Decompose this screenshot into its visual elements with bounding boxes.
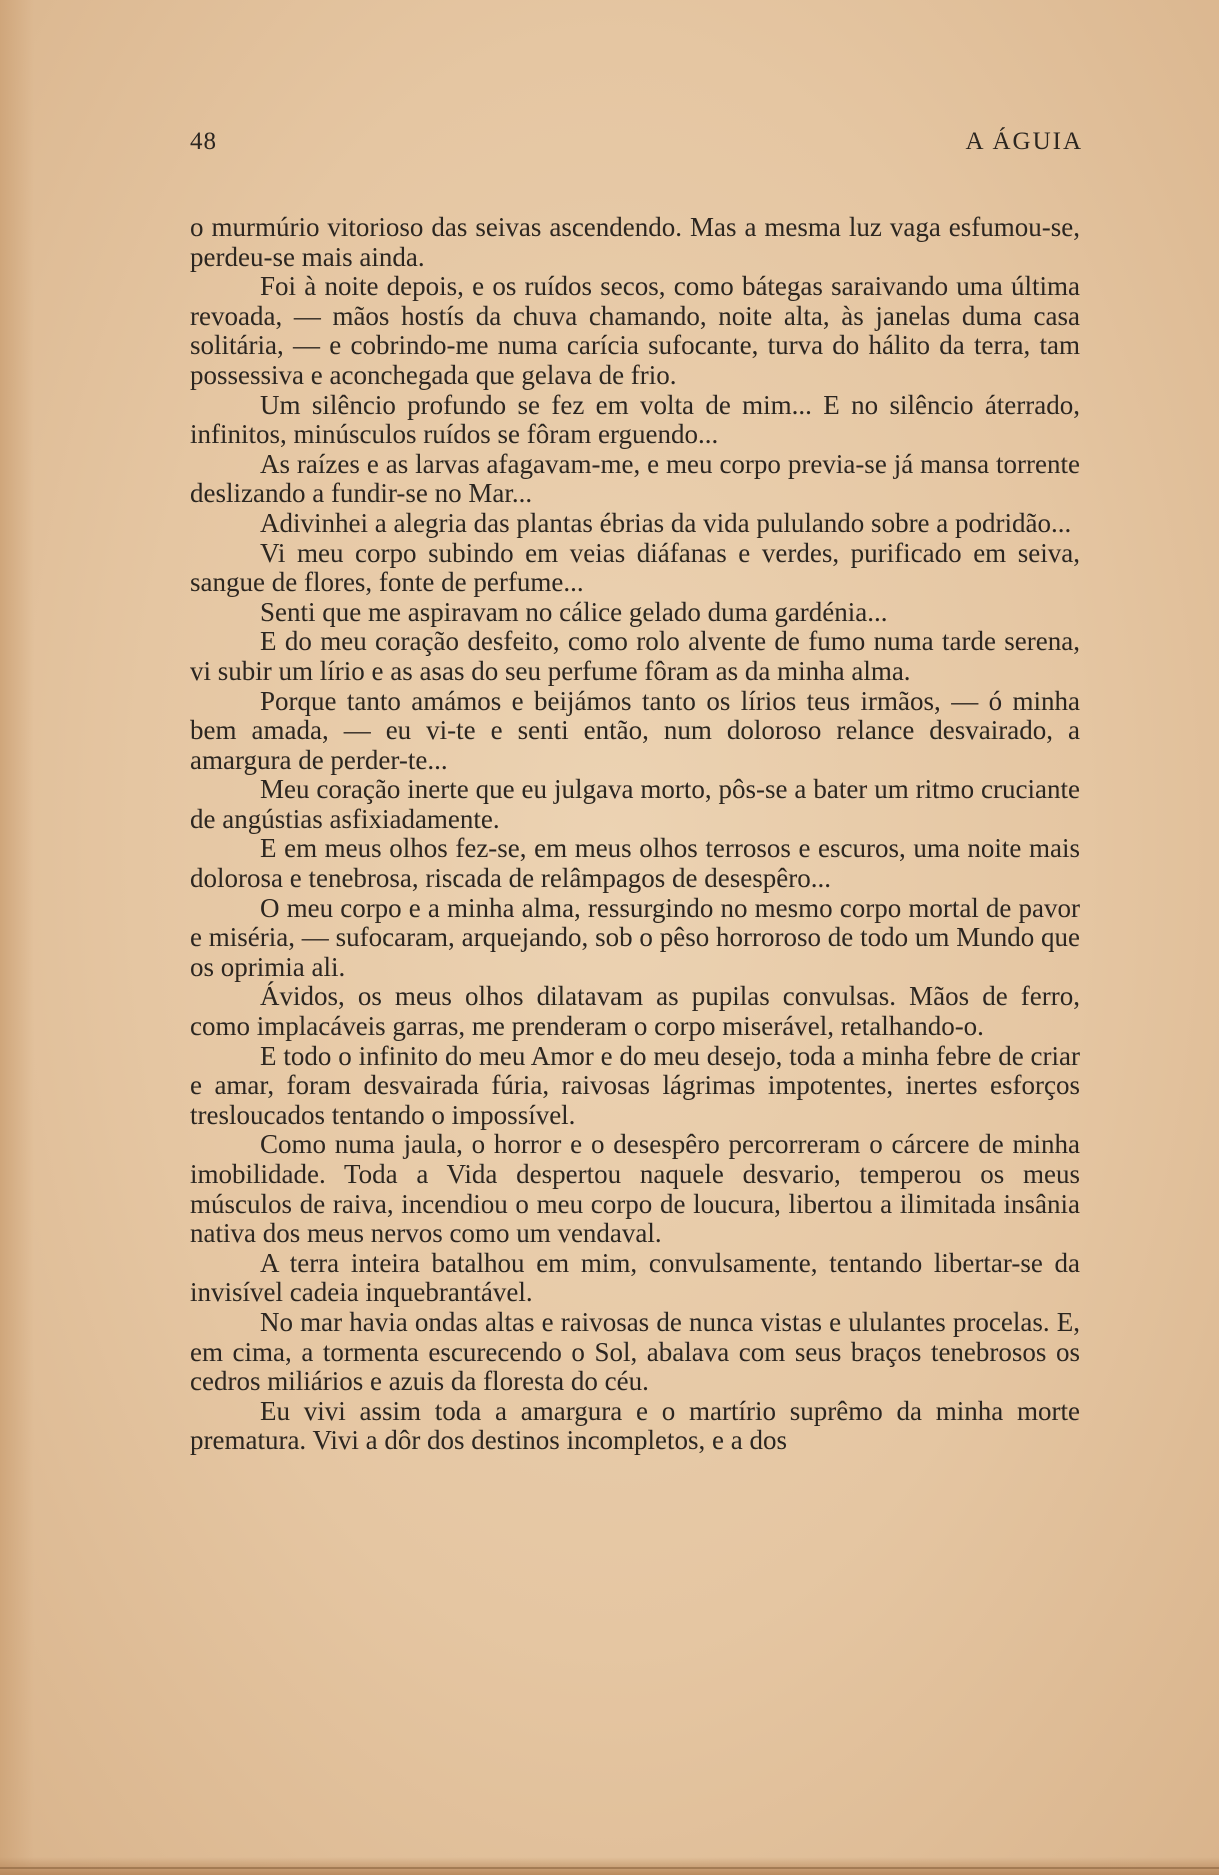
paragraph: Um silêncio profundo se fez em volta de mim... E no silêncio áterrado, infinitos, minúsculos ruídos se fôram erguendo... [190,389,1080,450]
paragraph: E do meu coração desfeito, como rolo alvente de fumo numa tarde serena, vi subir um lírio e as asas do seu perfume fôram as da minha alma. [190,626,1080,686]
body-text [190,213,1080,1456]
paragraph: o murmúrio vitorioso das seivas ascendendo. Mas a mesma luz vaga esfumou-se, perdeu-se mais ainda. [190,212,1080,272]
paragraph: E em meus olhos fez-se, em meus olhos terrosos e escuros, uma noite mais dolorosa e tenebrosa, riscada de relâmpagos de desespêro... [190,833,1080,894]
paragraph: Senti que me aspiravam no cálice gelado duma gardénia... [260,596,888,627]
paragraph: Como numa jaula, o horror e o desespêro percorreram o cárcere de minha imobilidade. Toda a Vida despertou naquele desvario, temperou os meus músculos de raiva, incendiou o meu corpo de loucura, libertou a ilimitada insânia nativa dos meus nervos como um vendaval. [190,1129,1080,1249]
page-bottom-rule [0,1867,1219,1869]
running-head [190,128,1083,160]
paragraph: As raízes e as larvas afagavam-me, e meu corpo previa-se já mansa torrente deslizando a fundir-se no Mar... [190,448,1080,509]
paragraph: E todo o infinito do meu Amor e do meu desejo, toda a minha febre de criar e amar, foram desvairada fúria, raivosas lágrimas impotentes, inertes esforços tresloucados tentando o impossível. [190,1040,1080,1130]
page-bottom-shadow [0,1857,1219,1875]
paragraph: Vi meu corpo subindo em veias diáfanas e verdes, purificado em seiva, sangue de flores, fonte de perfume... [190,537,1080,598]
paragraph: O meu corpo e a minha alma, ressurgindo no mesmo corpo mortal de pavor e miséria, — sufocaram, arquejando, sob o pêso horroroso de todo um Mundo que os oprimia ali. [190,892,1080,982]
paragraph: Foi à noite depois, e os ruídos secos, como bátegas saraivando uma última revoada, — mãos hostís da chuva chamando, noite alta, às janelas duma casa solitária, — e cobrindo-me numa carícia sufocante, turva do hálito da terra, tam possessiva e aconchegada que gelava de frio. [190,271,1080,390]
paragraph: No mar havia ondas altas e raivosas de nunca vistas e ululantes procelas. E, em cima, a tormenta escurecendo o Sol, abalava com seus braços tenebrosos os cedros miliários e azuis da floresta do céu. [190,1306,1080,1397]
paragraph: Ávidos, os meus olhos dilatavam as pupilas convulsas. Mãos de ferro, como implacáveis garras, me prenderam o corpo miserável, retalhando-o. [190,981,1080,1042]
paragraph: A terra inteira batalhou em mim, convulsamente, tentando libertar-se da invisível cadeia inquebrantável. [190,1247,1080,1308]
page-number: 48 [190,128,217,155]
paragraph: Meu coração inerte que eu julgava morto, pôs-se a bater um ritmo cruciante de angústias asfixiadamente. [190,774,1080,834]
paragraph: Porque tanto amámos e beijámos tanto os lírios teus irmãos, — ó minha bem amada, — eu vi-te e senti então, num doloroso relance desvairado, a amargura de perder-te... [190,685,1080,775]
journal-title: A ÁGUIA [965,128,1083,155]
paragraph: Eu vivi assim toda a amargura e o martírio suprêmo da minha morte prematura. Vivi a dôr dos destinos incompletos, e a dos [190,1395,1080,1456]
page-edge-shadow [0,0,34,1875]
paragraph: Adivinhei a alegria das plantas ébrias da vida pululando sobre a podridão... [260,507,1072,538]
